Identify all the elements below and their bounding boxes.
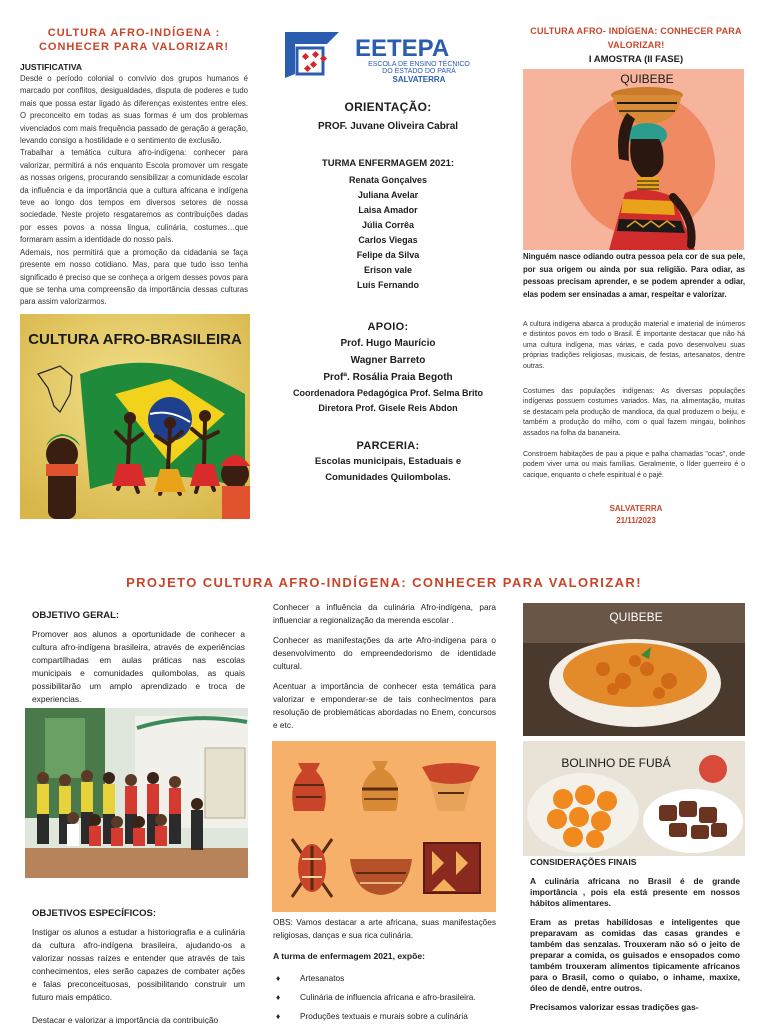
habitacoes-paragraph: Constroem habitações de pau a pique e palha chamadas "ocas", onde podem viver uma ou mais famílias. Geralmente, o líder guerreiro é o cacique, enquanto o chefe espiritual é o pajé. [523, 451, 745, 479]
image-caption: QUIBEBE [620, 72, 674, 86]
right-panel-title: CULTURA AFRO- INDÍGENA: CONHECER PARA VALORIZAR! [530, 26, 742, 50]
school-logo [283, 26, 495, 82]
student-name: Luís Fernando [356, 280, 419, 290]
apoio-name: Wagner Barreto [350, 355, 426, 366]
student-name: Júlia Corrêa [361, 220, 415, 230]
student-name: Juliana Avelar [357, 190, 419, 200]
sample-label: I AMOSTRA (II FASE) [588, 54, 684, 65]
leaflet-title: CULTURA AFRO-INDÍGENA : CONHECER PARA VALORIZAR! [38, 27, 229, 53]
student-name: Laisa Amador [358, 205, 418, 215]
parceria-text: Escolas municipais, Estaduais e Comunidades Quilombolas. [314, 456, 462, 483]
student-name: Erison vale [363, 265, 413, 275]
quibebe-photo [523, 603, 745, 736]
cultura-indigena-paragraph: A cultura indígena abarca a produção material e imaterial de inúmeros e distintos povos em todo o Brasil. É importante destacar que não há uma cultura indígena, mas várias, e cada povo desenvolveu suas próprias tradições religiosas, musicais, de festas, artesanatos, dentre outras. [523, 321, 745, 370]
student-name: Renata Gonçalves [348, 175, 428, 185]
orientacao-heading: ORIENTAÇÃO: [344, 100, 432, 114]
apoio-diretora: Diretora Prof. Gisele Reis Abdon [318, 403, 458, 413]
objective-paragraph: Acentuar a importância de conhecer esta temática para valorizar e emponderar-se de tais conhecimentos para resolução de problemáticas abordadas no Enem, concursos e etc. [273, 681, 496, 730]
apoio-heading: APOIO: [367, 321, 409, 333]
consideracoes-paragraph: A culinária africana no Brasil é de grande importância , pois ela está presente em nossos hábitos alimentares. [530, 876, 740, 908]
objective-paragraph: Conhecer a influência da culinária Afro-indígena, para influenciar a regionalização da merenda escolar . [273, 602, 496, 625]
objetivos-especificos-text: Instigar os alunos a estudar a historiografia e a culinária da cultura afro-indígena brasileira, ajudando-os a valorizar nossas raízes e entender que através de tais conhecimentos, eles serão capazes de combater ações e falas preconceituosas, possibilitando construir um futuro mais empático. [32, 927, 245, 1002]
diamond-bullet-icon: ♦ [276, 1011, 281, 1021]
diamond-bullet-icon: ♦ [276, 973, 281, 983]
woman-with-pot-illustration [523, 69, 744, 250]
afro-brasileira-illustration [20, 314, 250, 519]
credits-section [270, 100, 506, 486]
bolinho-de-fuba-photo [523, 741, 745, 856]
place-label: SALVATERRA [609, 504, 663, 513]
justificativa-paragraph: Desde o período colonial o convívio dos grupos humanos é marcado por conflitos, desigualdades, disputa de poderes e tudo mais que possa estar ligado às diferenças existentes entre eles. O preconceito em todas as suas formas é um dos problemas vivenciados com mais frequência passado de geração a geração, levando consigo a hostilidade e o sentimento de exclusão. [20, 74, 248, 146]
middle-objectives [273, 601, 496, 739]
logo-name: EETEPA [355, 35, 450, 62]
obs-text: OBS: Vamos destacar a arte africana, suas manifestações religiosas, danças e sua rica culinária. [273, 917, 496, 940]
consideracoes-heading: CONSIDERAÇÕES FINAIS [530, 857, 637, 867]
consideracoes-paragraph: Precisamos valorizar essas tradições gas- [530, 1002, 699, 1012]
image-caption: CULTURA AFRO-BRASILEIRA [28, 331, 242, 348]
justificativa-heading: JUSTIFICATIVA [20, 62, 83, 72]
objective-paragraph: Conhecer as manifestações da arte Afro-indígena para o desenvolvimento do empreendedorismo de identidade cultural. [273, 635, 496, 671]
objetivos-especificos-continuation: Destacar e valorizar a importância da contribuição [32, 1015, 219, 1024]
project-title: PROJETO CULTURA AFRO-INDÍGENA: CONHECER PARA VALORIZAR! [126, 575, 642, 590]
justificativa-paragraph: Trabalhar a temática cultura afro-indígena: conhecer para valorizar, permitirá a nós enquanto Escola promover um resgate as nossas origens, procurando sensibilizar a comunidade escolar da influência e da importância que a cultura africana e indígena teve ao longo dos tempos em diversos setores de nossa sociedade. Neste projeto resgataremos as contribuições dadas por esses povos a nossa língua, culinária, costumes…que formaram assim a identidade do nosso país. [20, 148, 248, 245]
objetivos-especificos-heading: OBJETIVOS ESPECÍFICOS: [32, 908, 157, 919]
objetivo-geral-text: Promover aos alunos a oportunidade de conhecer a cultura afro-indígena brasileira, através de experiências compartilhadas em aulas práticas nas escolas municipais e comunidades quilombolas, as quais possibilitarão um amplo aprendizado e troca de experiencias. [32, 629, 245, 704]
date-label: 21/11/2023 [616, 516, 656, 525]
logo-subtitle-2: DO ESTADO DO PARÁ [382, 68, 456, 75]
image-caption: BOLINHO DE FUBÁ [561, 756, 671, 770]
parceria-heading: PARCERIA: [356, 440, 420, 452]
quote-bold-text: Ninguém nasce odiando outra pessoa pela cor de sua pele, por sua origem ou ainda por sua religião. Para odiar, as pessoas precisam aprender, e se podem aprender a odiar, elas podem ser ensinadas a amar, respeitar e valorizar. [523, 252, 745, 299]
consideracoes-section [530, 876, 740, 1021]
objetivo-geral-heading: OBJETIVO GERAL: [32, 610, 120, 621]
expoe-heading: A turma de enfermagem 2021, expõe: [273, 951, 426, 961]
apoio-name: Prof. Hugo Maurício [340, 338, 436, 349]
list-item: ♦ Culinária de influencia africana e afro-brasileira. [276, 992, 476, 1002]
costumes-paragraph: Costumes das populações indígenas: As diversas populações indígenas possuem costumes variados. Mas, na alimentação, muitas se destacam pela produção de mandioca, da qual produzem o beiju, e também a produção do milho, com o qual fazem mingau, bolinhos assados na folha da bananeira. [523, 388, 745, 437]
place-and-date [522, 503, 750, 527]
logo-city: SALVATERRA [392, 75, 446, 82]
diamond-bullet-icon: ♦ [276, 992, 281, 1002]
apoio-coordenadora: Coordenadora Pedagógica Prof. Selma Brito [292, 388, 484, 398]
justificativa-paragraph: Ademais, nos permitirá que a promoção da cidadania se faça presente em nosso cotidiano. Mas, para que tudo isso tenha significado é preciso que se conheça a origem desses povos para que se tenha uma compreensão da importância dessas culturas para assim valorizarmos. [20, 247, 248, 307]
logo-subtitle-1: ESCOLA DE ENSINO TÉCNICO [368, 61, 470, 68]
student-name: Felipe da Silva [356, 250, 420, 260]
list-item: ♦ Artesanatos [276, 973, 345, 983]
list-item: ♦ Produções textuais e murais sobre a culinária [276, 1011, 468, 1021]
student-name: Carlos Viegas [358, 235, 418, 245]
image-caption: QUIBEBE [609, 610, 663, 624]
consideracoes-paragraph: Eram as pretas habilidosas e inteligentes que preparavam as comidas das casas grandes e também das senzalas. Trouxeram não só o jeito de preparar a comida, os guisados e ensopados como também trouxeram alimentos tipicamente africanos para o Brasil, como o quiabo, o inhame, maxixe, óleo de dendê, entre outros. [530, 917, 740, 993]
turma-heading: TURMA ENFERMAGEM 2021: [321, 158, 455, 169]
expoe-list [276, 972, 498, 1024]
apoio-name: Profª. Rosália Praia Begoth [323, 372, 453, 383]
african-art-illustration [272, 741, 496, 912]
orientacao-name: PROF. Juvane Oliveira Cabral [317, 121, 459, 132]
justificativa-section [20, 62, 248, 309]
group-photo [25, 708, 248, 878]
